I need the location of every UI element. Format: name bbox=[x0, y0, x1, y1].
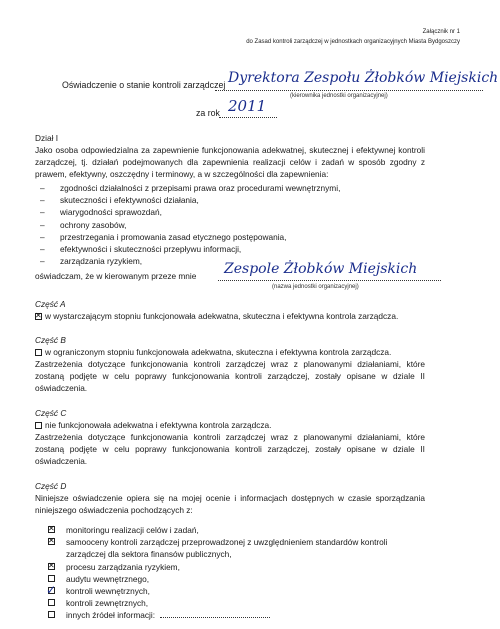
partB-text: w ograniczonym stopniu funkcjonowała adekwatna, skuteczna i efektywna kontrola zarządcza. bbox=[45, 347, 392, 357]
partB-row bbox=[35, 347, 391, 359]
source-checkbox[interactable] bbox=[48, 538, 55, 545]
heading-prefix: Oświadczenie o stanie kontroli zarządczej bbox=[62, 80, 226, 90]
list-item: – ochrony zasobów, bbox=[60, 219, 340, 231]
source-item bbox=[48, 536, 387, 548]
source-checkbox[interactable] bbox=[48, 599, 55, 606]
partC-row bbox=[35, 420, 271, 432]
handwritten-manager: Dyrektora Zespołu Żłobków Miejskich bbox=[228, 70, 499, 86]
source-label: kontroli zewnętrznych, bbox=[66, 598, 149, 609]
list-item: – efektywności i skuteczności przepływu informacji, bbox=[60, 243, 340, 255]
partB-checkbox[interactable] bbox=[35, 349, 42, 356]
source-item bbox=[48, 597, 387, 609]
source-label: kontroli wewnętrznych, bbox=[66, 586, 150, 597]
list-item: – przestrzegania i promowania zasad etycznego postępowania, bbox=[60, 231, 340, 243]
partA-text: w wystarczającym stopniu funkcjonowała adekwatna, skuteczna i efektywna kontrola zarządcza. bbox=[45, 311, 399, 321]
unit-dotted-line bbox=[218, 280, 441, 281]
list-item: – zgodności działalności z przepisami prawa oraz procedurami wewnętrznymi, bbox=[60, 182, 340, 194]
source-item-continuation: zarządczej dla sektora finansów publicznych, bbox=[66, 549, 232, 560]
source-item bbox=[48, 573, 387, 585]
source-label: audytu wewnętrznego, bbox=[66, 573, 150, 584]
annex-number: Załącznik nr 1 bbox=[422, 29, 460, 35]
handwritten-unit: Zespole Żłobków Miejskich bbox=[224, 261, 418, 277]
source-item bbox=[48, 585, 387, 597]
source-item bbox=[48, 524, 387, 536]
partA-checkbox[interactable] bbox=[35, 313, 42, 320]
partA-title: Część A bbox=[35, 299, 66, 309]
declare-prefix: oświadczam, że w kierowanym przeze mnie bbox=[35, 271, 197, 281]
source-checkbox[interactable] bbox=[46, 583, 57, 598]
partC-text: nie funkcjonowała adekwatna i efektywna kontrola zarządcza. bbox=[45, 420, 272, 430]
other-sources-dotted-line[interactable] bbox=[160, 617, 270, 618]
source-checkbox[interactable] bbox=[48, 575, 55, 582]
partC-checkbox[interactable] bbox=[35, 422, 42, 429]
section1-title: Dział I bbox=[35, 133, 59, 143]
unit-caption: (nazwa jednostki organizacyjnej) bbox=[272, 284, 359, 290]
section1-list bbox=[60, 182, 340, 267]
manager-caption: (kierownika jednostki organizacyjnej) bbox=[290, 93, 388, 99]
source-label: innych źródeł informacji: bbox=[66, 610, 155, 621]
partD-sources-list bbox=[48, 524, 387, 622]
manager-dotted-line bbox=[215, 90, 483, 91]
section1-intro: Jako osoba odpowiedzialna za zapewnienie funkcjonowania adekwatnej, skutecznej i efektywnej kontroli zarządczej, tj. działań podejmowanych dla zapewnienia realizacji celów i zadań w sposób zgodny z prawem, efektywny, oszczędny i terminowy, a w szczególności dla zapewnienia: bbox=[35, 145, 425, 179]
handwritten-year: 2011 bbox=[228, 97, 267, 115]
annex-subtitle: do Zasad kontroli zarządczej w jednostkach organizacyjnych Miasta Bydgoszczy bbox=[246, 39, 460, 45]
partC-title: Część C bbox=[35, 408, 67, 418]
partB-note: Zastrzeżenia dotyczące funkcjonowania kontroli zarządczej wraz z planowanymi działaniami, które zostaną podjęte w celu poprawy funkcjonowania kontroli zarządczej, zostały opisane w dziale II oświadczenia. bbox=[35, 359, 425, 393]
year-dotted-line bbox=[219, 117, 277, 118]
partD-title: Część D bbox=[35, 481, 67, 491]
source-item bbox=[48, 609, 387, 621]
source-label: monitoringu realizacji celów i zadań, bbox=[66, 525, 199, 535]
year-prefix: za rok bbox=[196, 108, 220, 118]
source-checkbox[interactable] bbox=[48, 526, 55, 533]
partD-intro: Niniejsze oświadczenie opiera się na mojej ocenie i informacjach dostępnych w czasie sporządzania niniejszego oświadczenia pochodzących z: bbox=[35, 493, 425, 515]
source-checkbox[interactable] bbox=[48, 563, 55, 570]
partB-title: Część B bbox=[35, 335, 66, 345]
partA-row bbox=[35, 311, 398, 323]
list-item: – skuteczności i efektywności działania, bbox=[60, 194, 340, 206]
list-item: – zarządzania ryzykiem, bbox=[60, 255, 340, 267]
partC-note: Zastrzeżenia dotyczące funkcjonowania kontroli zarządczej wraz z planowanymi działaniami, które zostaną podjęte w celu poprawy funkcjonowania kontroli zarządczej, zostały opisane w dziale II oświadczenia. bbox=[35, 432, 425, 466]
source-label: procesu zarządzania ryzykiem, bbox=[66, 561, 180, 572]
source-checkbox[interactable] bbox=[48, 611, 55, 618]
check-tick-icon: ✓ bbox=[46, 583, 57, 598]
source-item bbox=[48, 561, 387, 573]
list-item: – wiarygodności sprawozdań, bbox=[60, 206, 340, 218]
source-label: samooceny kontroli zarządczej przeprowadzonej z uwzględnieniem standardów kontroli bbox=[66, 537, 388, 548]
